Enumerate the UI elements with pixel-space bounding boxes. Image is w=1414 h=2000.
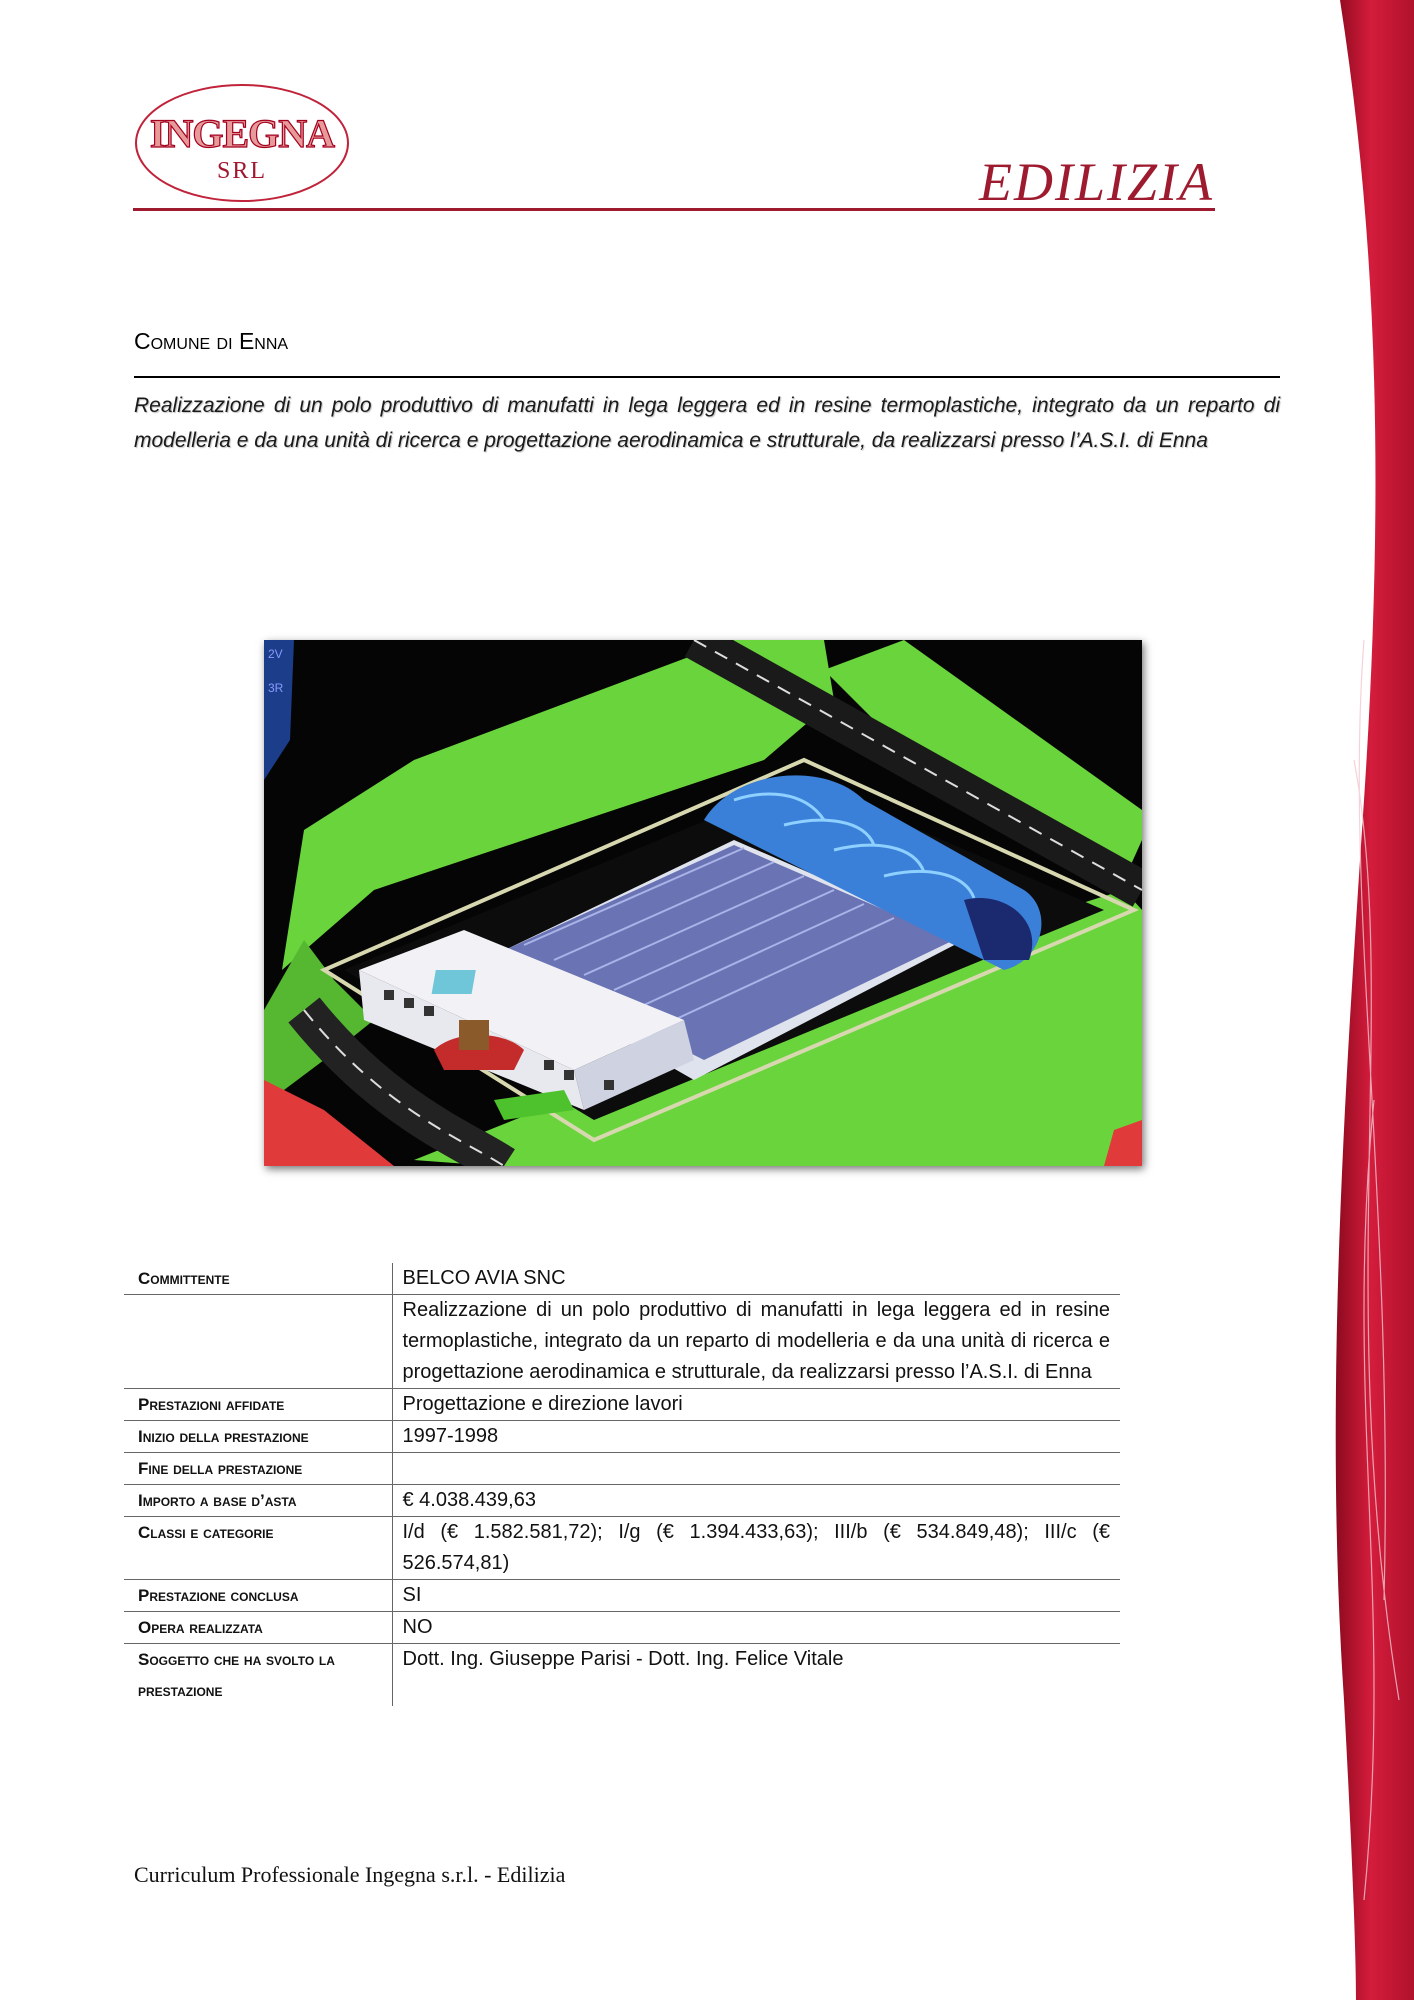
- row-label: Classi e categorie: [124, 1517, 392, 1580]
- row-label: Inizio della prestazione: [124, 1421, 392, 1453]
- row-label: Committente: [124, 1263, 392, 1295]
- decorative-ribbon: [1304, 0, 1414, 2000]
- page-footer: Curriculum Professionale Ingegna s.r.l. - Edilizia: [134, 1862, 566, 1887]
- table-row: [124, 1580, 1120, 1612]
- row-value: NO: [392, 1612, 1120, 1644]
- table-row: [124, 1485, 1120, 1517]
- table-row: [124, 1421, 1120, 1453]
- row-value: Realizzazione di un polo produttivo di manufatti in lega leggera ed in resine termoplastiche, integrato da un reparto di modelleria e da una unità di ricerca e progettazione aerodinamica e strutturale, da realizzarsi presso l’A.S.I. di Enna: [392, 1295, 1120, 1389]
- row-label: Soggetto che ha svolto la prestazione: [124, 1644, 392, 1707]
- row-value: SI: [392, 1580, 1120, 1612]
- row-value: 1997-1998: [392, 1421, 1120, 1453]
- row-label: Fine della prestazione: [124, 1453, 392, 1485]
- project-description: Realizzazione di un polo produttivo di manufatti in lega leggera ed in resine termoplastiche, integrato da un reparto di modelleria e da una unità di ricerca e progettazione aerodinamica e strutturale, da realizzarsi presso l’A.S.I. di Enna: [134, 394, 1280, 452]
- row-value: Dott. Ing. Giuseppe Parisi - Dott. Ing. Felice Vitale: [402, 1648, 844, 1670]
- company-logo: [133, 82, 351, 204]
- row-label: Importo a base d’asta: [124, 1485, 392, 1517]
- table-row: [124, 1295, 1120, 1389]
- table-row: [124, 1517, 1120, 1580]
- logo-subtitle: SRL: [216, 158, 267, 184]
- image-label-2v: 2V: [268, 647, 283, 661]
- table-row: [124, 1389, 1120, 1421]
- heading-divider: [134, 376, 1280, 378]
- row-value: I/d (€ 1.582.581,72); I/g (€ 1.394.433,63); III/b (€ 534.849,48); III/c (€ 526.574,81): [392, 1517, 1120, 1580]
- row-value: [392, 1453, 1120, 1485]
- logo-wordmark: INGEGNA: [149, 111, 335, 156]
- table-row: [124, 1644, 1120, 1707]
- section-title: EDILIZIA: [979, 152, 1214, 212]
- table-row: [124, 1263, 1120, 1295]
- table-row: [124, 1612, 1120, 1644]
- row-label: Prestazioni affidate: [124, 1389, 392, 1421]
- row-value: € 4.038.439,63: [392, 1485, 1120, 1517]
- row-label: Prestazione conclusa: [124, 1580, 392, 1612]
- row-label: Opera realizzata: [124, 1612, 392, 1644]
- project-info-table: [124, 1263, 1120, 1706]
- row-label: [124, 1295, 392, 1389]
- image-label-3r: 3R: [268, 681, 284, 695]
- page-heading: Comune di Enna: [134, 328, 289, 354]
- row-value: Progettazione e direzione lavori: [392, 1389, 1120, 1421]
- row-value: BELCO AVIA SNC: [392, 1263, 1120, 1295]
- table-row: [124, 1453, 1120, 1485]
- project-rendering-image: [264, 640, 1142, 1166]
